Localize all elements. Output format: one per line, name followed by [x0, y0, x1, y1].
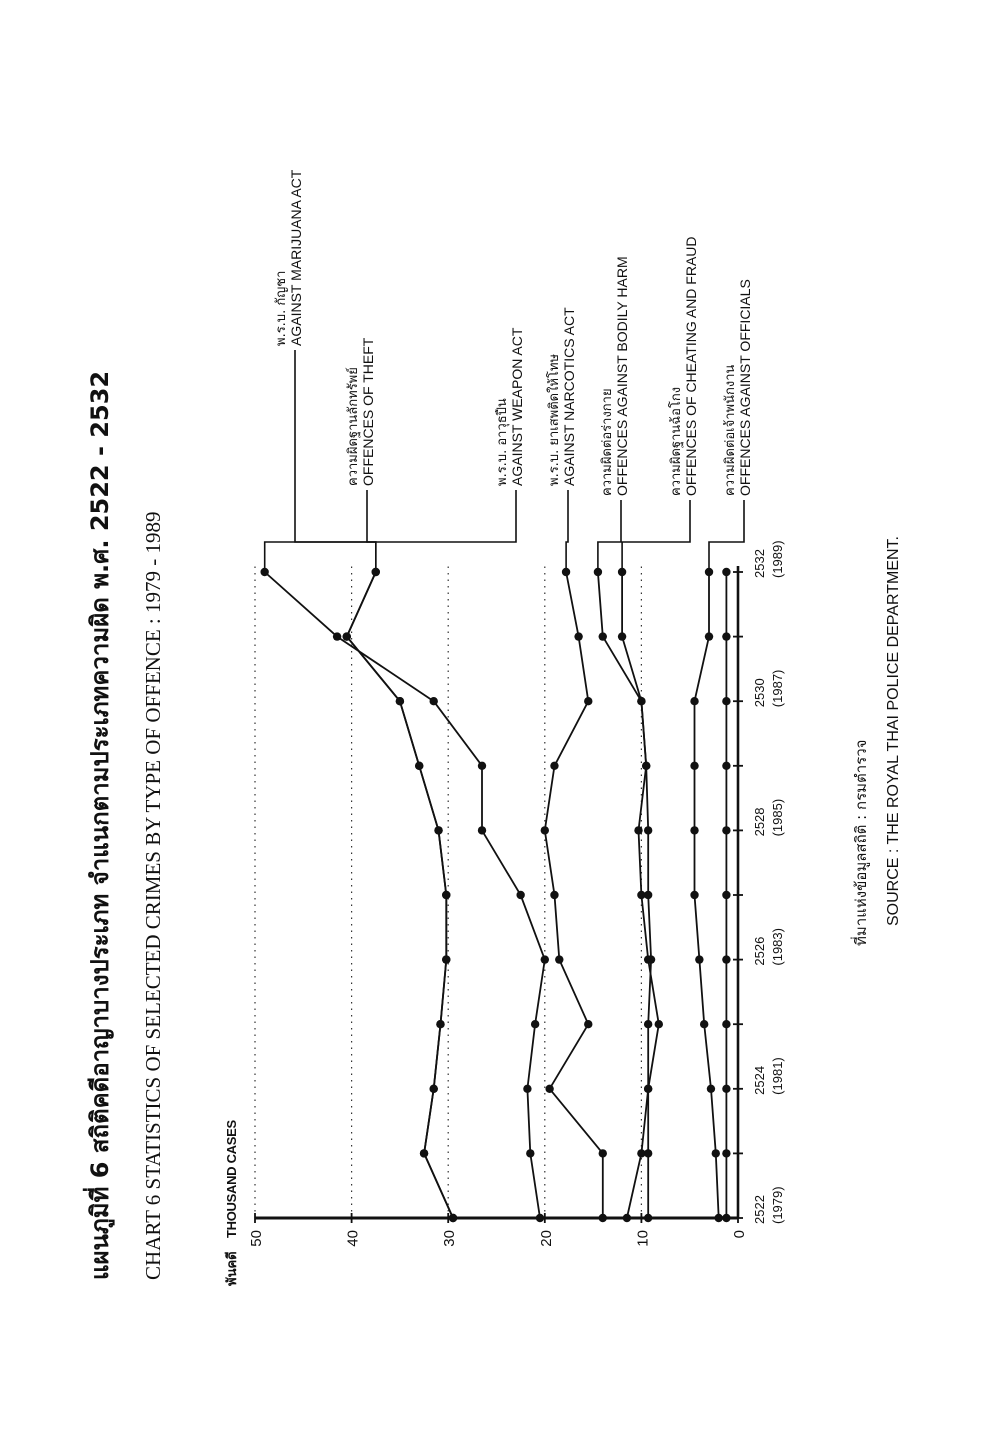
y-tick-label: 20 — [537, 1230, 555, 1247]
data-point — [618, 632, 626, 640]
chart-title-thai: แผนภูมิที่ 6 สถิติคดีอาญาบางประเภท จำแนกตามประเภทความผิด พ.ศ. 2522 - 2532 — [86, 370, 114, 1280]
data-point — [434, 826, 442, 834]
data-point — [599, 1149, 607, 1157]
data-point — [712, 1149, 720, 1157]
data-point — [430, 697, 438, 705]
data-point — [541, 826, 549, 834]
data-point — [644, 1085, 652, 1093]
series-label-thai: พ.ร.บ. ยาเสพติดให้โทษ — [547, 353, 562, 486]
series-label-thai: ความผิดฐานฉ้อโกง — [669, 386, 684, 496]
data-point — [536, 1214, 544, 1222]
data-point — [714, 1214, 722, 1222]
y-tick-label: 30 — [441, 1230, 459, 1247]
data-point — [531, 1020, 539, 1028]
series-label-english: AGAINST NARCOTICS ACT — [561, 307, 577, 486]
series-label-english: OFFENCES OF CHEATING AND FRAUD — [683, 236, 699, 496]
data-point — [722, 1214, 730, 1222]
data-point — [722, 826, 730, 834]
data-point — [584, 1020, 592, 1028]
data-point — [396, 697, 404, 705]
x-tick-label: 2532 — [752, 549, 767, 578]
unit-label-english: THOUSAND CASES — [224, 1120, 239, 1238]
x-tick-label-ce: (1979) — [770, 1186, 785, 1224]
data-point — [722, 568, 730, 576]
leader-line — [566, 490, 568, 572]
data-point — [545, 1085, 553, 1093]
x-tick-label: 2522 — [752, 1195, 767, 1224]
data-point — [644, 1214, 652, 1222]
data-point — [599, 632, 607, 640]
data-point — [644, 1149, 652, 1157]
data-point — [644, 891, 652, 899]
data-point — [436, 1020, 444, 1028]
data-point — [420, 1149, 428, 1157]
data-point — [442, 891, 450, 899]
data-point — [722, 955, 730, 963]
data-point — [644, 1020, 652, 1028]
series-label-english: AGAINST MARIJUANA ACT — [288, 169, 304, 346]
data-point — [442, 955, 450, 963]
x-tick-label: 2530 — [752, 678, 767, 708]
series-label-thai: ความผิดต่อเจ้าพนักงาน — [723, 364, 738, 496]
leader-line — [709, 500, 744, 572]
x-tick-label-ce: (1985) — [770, 798, 785, 837]
data-point — [707, 1085, 715, 1093]
data-point — [584, 697, 592, 705]
source-english: SOURCE : THE ROYAL THAI POLICE DEPARTMENT. — [885, 535, 902, 926]
data-point — [644, 826, 652, 834]
series-line — [347, 572, 453, 1218]
data-point — [449, 1214, 457, 1222]
source-thai: ที่มาแห่งข้อมูลสถิติ : กรมตำรวจ — [852, 739, 870, 946]
data-point — [647, 955, 655, 963]
series-line — [347, 572, 453, 1218]
data-point — [655, 1020, 663, 1028]
data-point — [574, 632, 582, 640]
data-point — [722, 891, 730, 899]
data-point — [637, 697, 645, 705]
series-label-thai: ความผิดฐานลักทรัพย์ — [346, 367, 361, 486]
x-tick-label: 2526 — [752, 936, 767, 966]
data-point — [333, 632, 341, 640]
series-label-english: AGAINST WEAPON ACT — [509, 327, 525, 486]
series-label-english: OFFENCES AGAINST BODILY HARM — [614, 256, 630, 496]
data-point — [722, 697, 730, 705]
data-point — [695, 955, 703, 963]
data-point — [722, 1149, 730, 1157]
data-point — [690, 762, 698, 770]
data-point — [690, 826, 698, 834]
leader-line — [367, 490, 376, 572]
x-tick-label-ce: (1983) — [770, 928, 785, 966]
series-label-thai: พ.ร.บ. อาวุธปืน — [495, 398, 510, 486]
y-tick-label: 40 — [344, 1230, 362, 1247]
data-point — [541, 955, 549, 963]
data-point — [690, 697, 698, 705]
data-point — [642, 762, 650, 770]
data-point — [555, 955, 563, 963]
y-tick-label: 10 — [634, 1230, 652, 1247]
x-tick-label-ce: (1987) — [770, 669, 785, 708]
x-tick-label: 2528 — [752, 807, 767, 837]
data-point — [550, 762, 558, 770]
data-point — [478, 762, 486, 770]
series-label-thai: พ.ร.บ. กัญชา — [274, 270, 289, 346]
y-tick-label: 50 — [248, 1230, 265, 1247]
chart-title-english: CHART 6 STATISTICS OF SELECTED CRIMES BY TYPE OF OFFENCE : 1979 - 1989 — [141, 511, 165, 1280]
series-label-english: OFFENCES AGAINST OFFICIALS — [737, 279, 753, 496]
data-point — [523, 1085, 531, 1093]
data-point — [700, 1020, 708, 1028]
y-tick-label: 0 — [731, 1230, 748, 1239]
data-point — [722, 762, 730, 770]
x-tick-label-ce: (1989) — [770, 540, 785, 578]
data-point — [550, 891, 558, 899]
data-point — [430, 1085, 438, 1093]
data-point — [705, 632, 713, 640]
series-line — [265, 572, 545, 1218]
data-point — [526, 1149, 534, 1157]
data-point — [722, 1020, 730, 1028]
x-tick-label: 2524 — [752, 1065, 767, 1095]
data-point — [343, 632, 351, 640]
data-point — [623, 1214, 631, 1222]
data-point — [722, 632, 730, 640]
data-point — [690, 891, 698, 899]
leader-line — [265, 490, 516, 572]
data-point — [415, 762, 423, 770]
unit-label-thai: พันคดี — [225, 1251, 240, 1286]
data-point — [722, 1085, 730, 1093]
x-tick-label-ce: (1981) — [770, 1057, 785, 1095]
data-point — [634, 826, 642, 834]
leader-line — [598, 500, 621, 572]
data-point — [478, 826, 486, 834]
data-point — [599, 1214, 607, 1222]
data-point — [516, 891, 524, 899]
series-label-english: OFFENCES OF THEFT — [360, 337, 376, 486]
leader-line — [622, 500, 690, 572]
series-label-thai: ความผิดต่อร่างกาย — [600, 388, 615, 496]
